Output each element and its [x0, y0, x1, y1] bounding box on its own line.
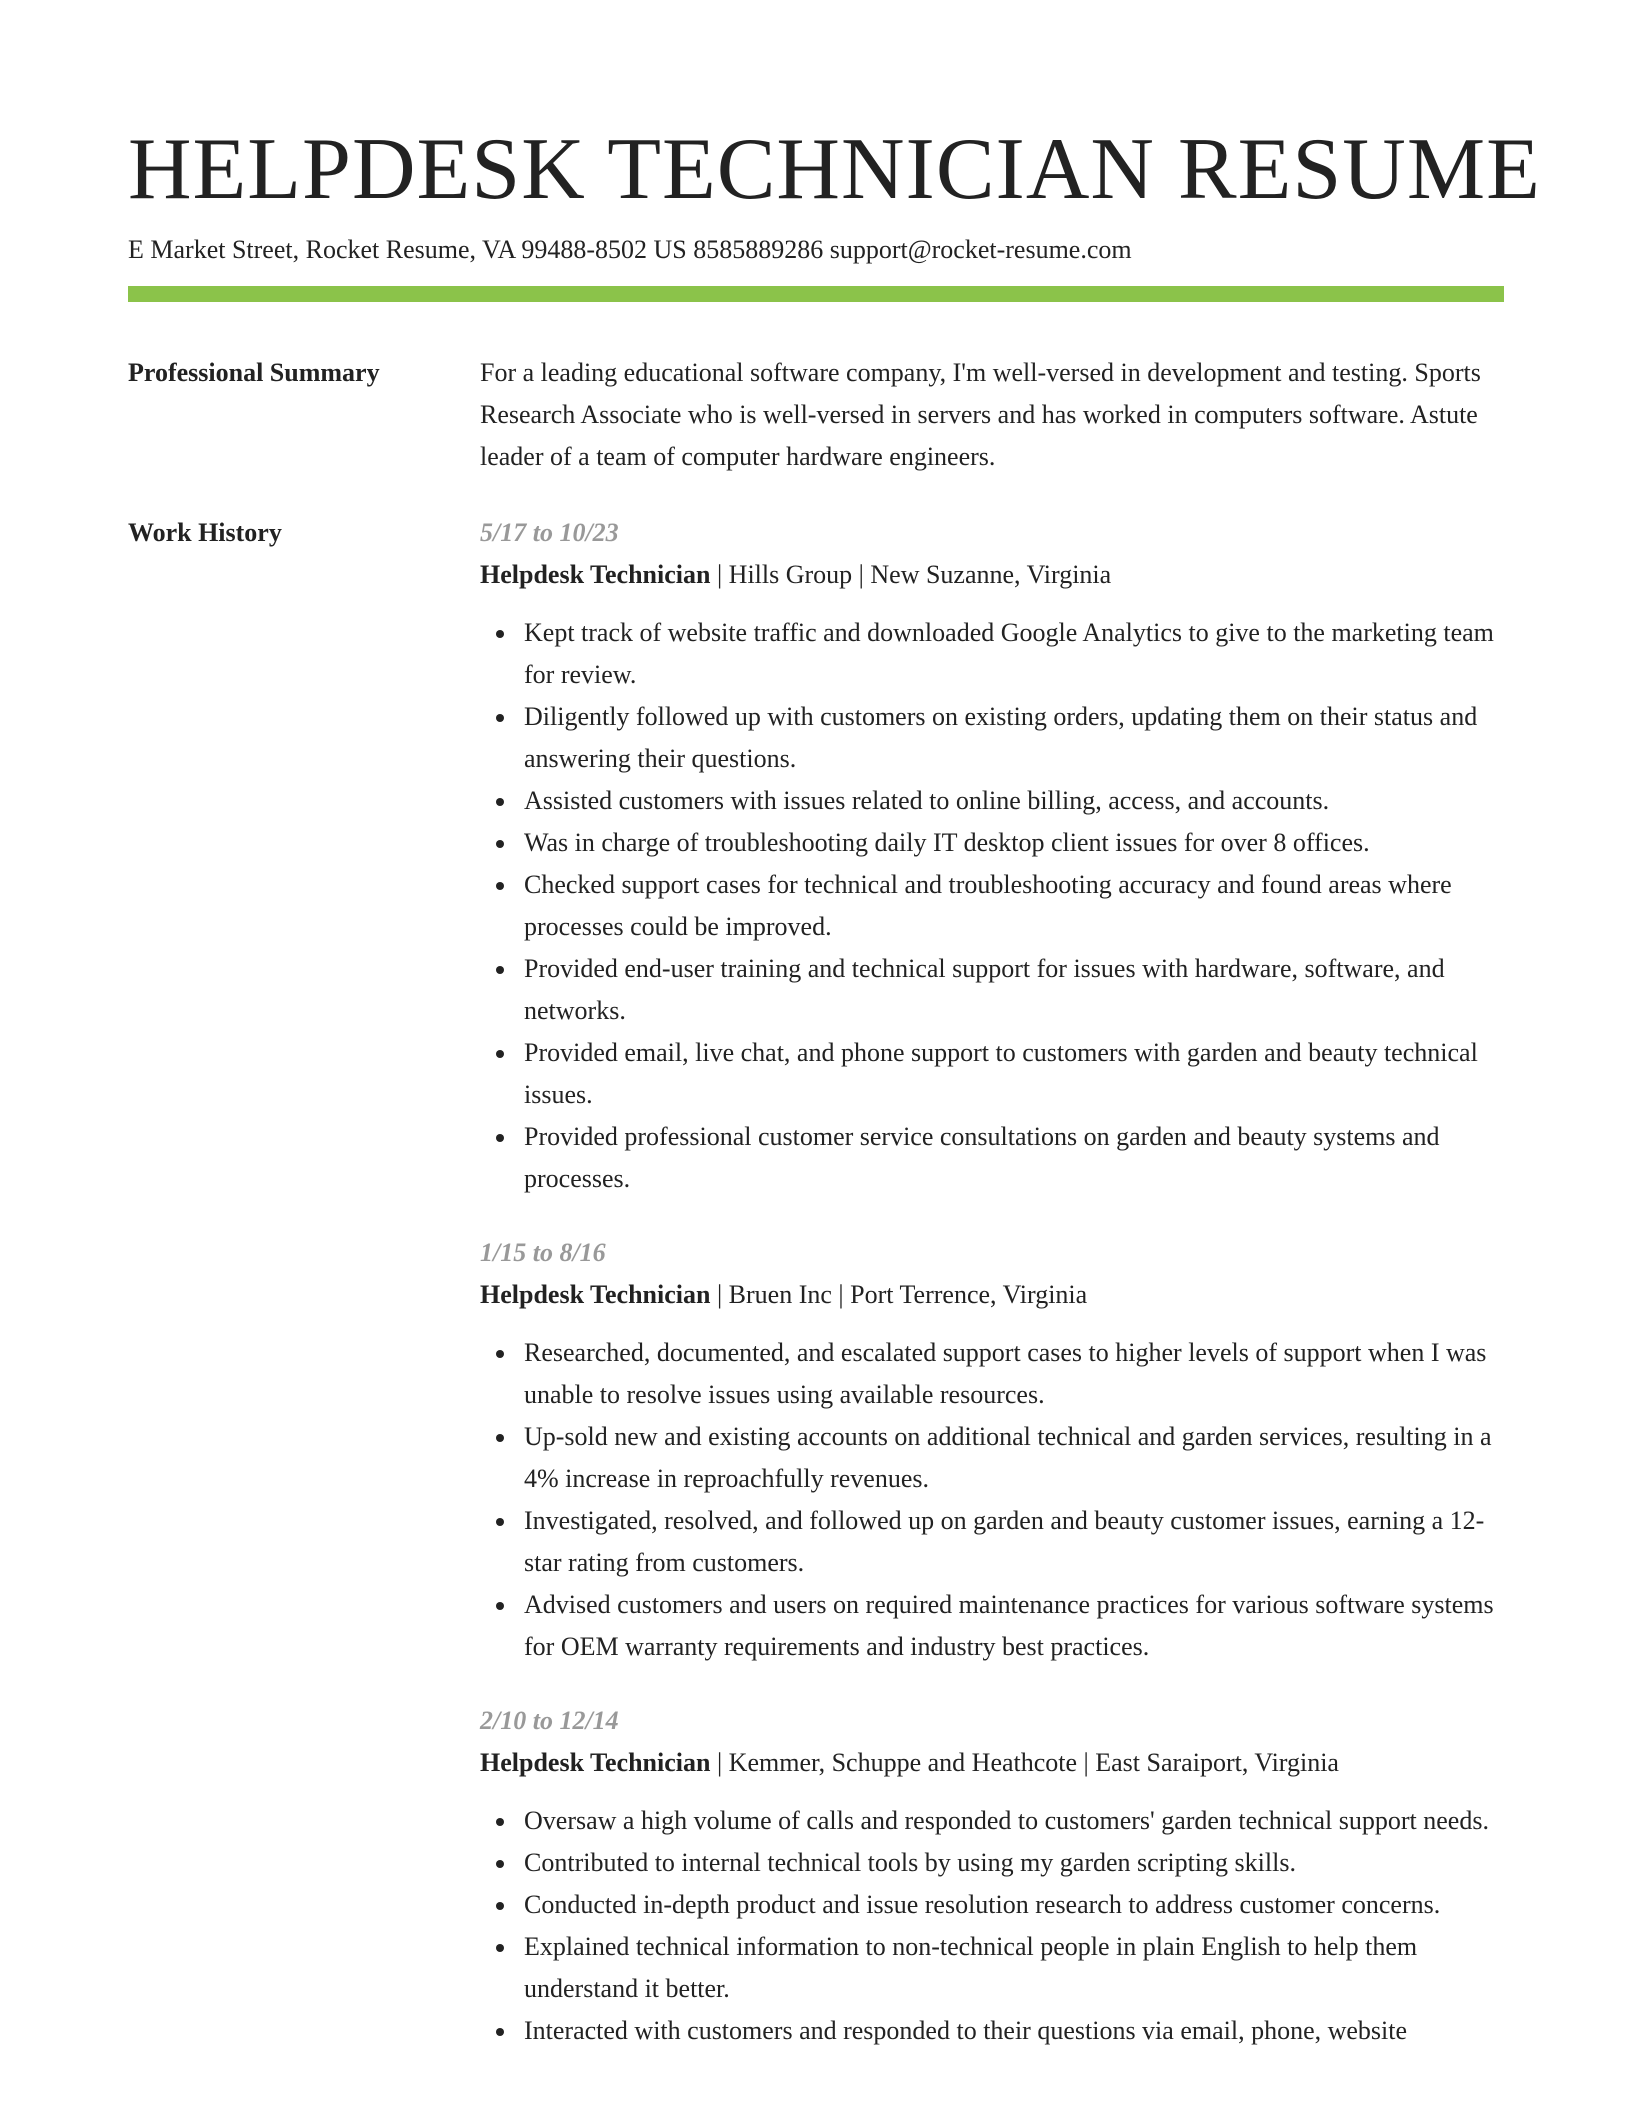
job-heading: [480, 1742, 1504, 1784]
job-bullet-text: Up-sold new and existing accounts on additional technical and garden services, resulting in a 4% increase in reproachfully revenues.: [524, 1422, 1492, 1493]
bullet-dot-icon: [496, 1902, 504, 1910]
job-bullet-text: Advised customers and users on required maintenance practices for various software systems for OEM warranty requirements and industry best practices.: [524, 1590, 1494, 1661]
bullet-dot-icon: [496, 1860, 504, 1868]
job-bullet-item: [480, 1584, 1504, 1668]
bullet-dot-icon: [496, 1050, 504, 1058]
job-bullet-text: Provided email, live chat, and phone support to customers with garden and beauty technical issues.: [524, 1038, 1478, 1109]
job-heading: [480, 554, 1504, 596]
job-bullet-list: [480, 1332, 1504, 1668]
job-bullet-text: Interacted with customers and responded to their questions via email, phone, website: [524, 2016, 1408, 2045]
job-entry: [480, 1700, 1504, 2052]
job-bullet-list: [480, 1800, 1504, 2052]
job-dates: 1/15 to 8/16: [480, 1238, 606, 1267]
work-history-body: [480, 512, 1504, 2084]
job-entry: [480, 1232, 1504, 1668]
job-entry: [480, 512, 1504, 1200]
bullet-dot-icon: [496, 630, 504, 638]
job-role: Helpdesk Technician: [480, 1748, 711, 1777]
contact-line: E Market Street, Rocket Resume, VA 99488-8502 US 8585889286 support@rocket-resume.com: [128, 235, 1132, 264]
job-bullet-item: [480, 1332, 1504, 1416]
job-role: Helpdesk Technician: [480, 560, 711, 589]
job-bullet-item: [480, 1800, 1504, 1842]
job-dates: 5/17 to 10/23: [480, 518, 619, 547]
job-bullet-text: Explained technical information to non-technical people in plain English to help them understand it better.: [524, 1932, 1418, 2003]
job-bullet-text: Investigated, resolved, and followed up on garden and beauty customer issues, earning a 12-star rating from customers.: [524, 1506, 1485, 1577]
job-bullet-item: [480, 2010, 1504, 2052]
bullet-dot-icon: [496, 1602, 504, 1610]
professional-summary-section: [128, 352, 1504, 478]
bullet-dot-icon: [496, 882, 504, 890]
bullet-dot-icon: [496, 1518, 504, 1526]
job-bullet-item: [480, 1500, 1504, 1584]
summary-body: [480, 352, 1504, 478]
job-bullet-item: [480, 1032, 1504, 1116]
bullet-dot-icon: [496, 1944, 504, 1952]
job-bullet-item: [480, 780, 1504, 822]
job-company-location: | Kemmer, Schuppe and Heathcote | East Saraiport, Virginia: [710, 1748, 1339, 1777]
accent-divider: [128, 286, 1504, 302]
section-label-work-history: Work History: [128, 518, 282, 547]
resume-title: HELPDESK TECHNICIAN RESUME: [128, 121, 1541, 218]
job-bullet-item: [480, 1416, 1504, 1500]
job-bullet-item: [480, 1884, 1504, 1926]
job-bullet-text: Assisted customers with issues related to online billing, access, and accounts.: [524, 786, 1330, 815]
bullet-dot-icon: [496, 1134, 504, 1142]
bullet-dot-icon: [496, 2028, 504, 2036]
job-company-location: | Hills Group | New Suzanne, Virginia: [710, 560, 1112, 589]
work-history-section: [128, 512, 1504, 2084]
summary-text: For a leading educational software company, I'm well-versed in development and testing. Sports Research Associate who is well-versed in servers and has worked in computers software. Astute leader of a team of computer hardware engineers.: [480, 358, 1481, 471]
bullet-dot-icon: [496, 798, 504, 806]
job-bullet-list: [480, 612, 1504, 1200]
job-bullet-text: Kept track of website traffic and downloaded Google Analytics to give to the marketing team for review.: [524, 618, 1494, 689]
job-bullet-text: Conducted in-depth product and issue resolution research to address customer concerns.: [524, 1890, 1441, 1919]
resume-page: [128, 120, 1541, 2084]
job-bullet-text: Contributed to internal technical tools by using my garden scripting skills.: [524, 1848, 1296, 1877]
job-bullet-item: [480, 1926, 1504, 2010]
job-bullet-item: [480, 1116, 1504, 1200]
bullet-dot-icon: [496, 1350, 504, 1358]
job-bullet-text: Was in charge of troubleshooting daily IT desktop client issues for over 8 offices.: [524, 828, 1370, 857]
bullet-dot-icon: [496, 840, 504, 848]
job-company-location: | Bruen Inc | Port Terrence, Virginia: [710, 1280, 1088, 1309]
job-bullet-text: Oversaw a high volume of calls and responded to customers' garden technical support needs.: [524, 1806, 1489, 1835]
job-bullet-item: [480, 822, 1504, 864]
job-bullet-text: Provided professional customer service consultations on garden and beauty systems and processes.: [524, 1122, 1440, 1193]
job-role: Helpdesk Technician: [480, 1280, 711, 1309]
job-bullet-text: Researched, documented, and escalated support cases to higher levels of support when I was unable to resolve issues using available resources.: [524, 1338, 1487, 1409]
job-bullet-text: Provided end-user training and technical support for issues with hardware, software, and networks.: [524, 954, 1445, 1025]
bullet-dot-icon: [496, 1434, 504, 1442]
job-heading: [480, 1274, 1504, 1316]
job-bullet-item: [480, 1842, 1504, 1884]
job-dates: 2/10 to 12/14: [480, 1706, 619, 1735]
bullet-dot-icon: [496, 966, 504, 974]
bullet-dot-icon: [496, 1818, 504, 1826]
job-bullet-text: Checked support cases for technical and troubleshooting accuracy and found areas where processes could be improved.: [524, 870, 1452, 941]
bullet-dot-icon: [496, 714, 504, 722]
section-label-summary: Professional Summary: [128, 358, 380, 387]
job-bullet-item: [480, 696, 1504, 780]
job-bullet-text: Diligently followed up with customers on existing orders, updating them on their status and answering their questions.: [524, 702, 1478, 773]
job-bullet-item: [480, 612, 1504, 696]
job-bullet-item: [480, 864, 1504, 948]
job-bullet-item: [480, 948, 1504, 1032]
